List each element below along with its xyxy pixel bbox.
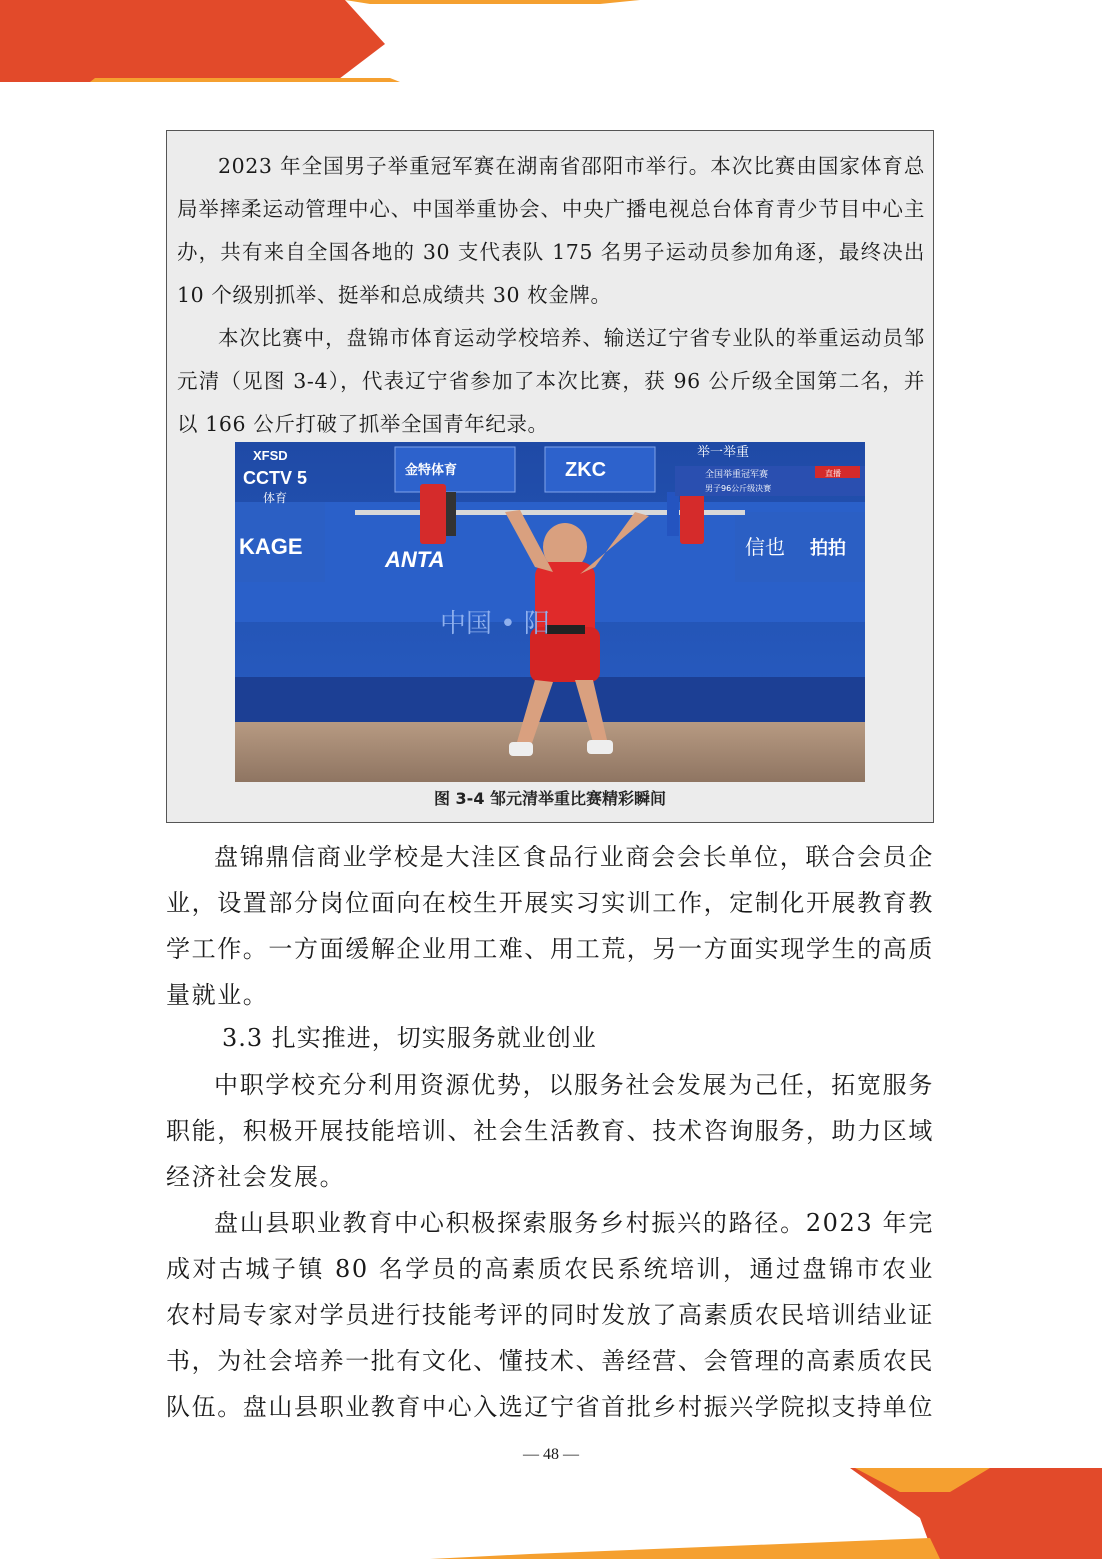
page-number: — 48 — xyxy=(523,1446,579,1463)
photo-banner-center: 中国 • 阳 xyxy=(440,609,550,639)
header-decoration xyxy=(0,0,660,82)
photo-overlay-sub: 男子96公斤级决赛 xyxy=(705,484,772,493)
photo-overlay-top: 举一举重 xyxy=(697,445,750,460)
photo-cctv-sub: 体育 xyxy=(263,491,288,505)
photo-sponsor-4: KAGE xyxy=(239,534,303,559)
case-paragraph-2: 本次比赛中，盘锦市体育运动学校培养、输送辽宁省专业队的举重运动员邹元清（见图 3-4），代表辽宁省参加了本次比赛，获 96 公斤级全国第二名，并以 166 公斤打破了抓举全国青年纪录。 xyxy=(177,326,925,436)
footer-decoration xyxy=(430,1468,1102,1559)
photo-overlay-title: 全国举重冠军赛 xyxy=(705,470,769,480)
photo-sponsor-3: ANTA xyxy=(385,547,445,572)
photo-broadcaster-top: XFSD xyxy=(253,448,288,463)
body-paragraph-2: 中职学校充分利用资源优势，以服务社会发展为己任，拓宽服务职能，积极开展技能培训、社会生活教育、技术咨询服务，助力区域经济社会发展。 xyxy=(166,1071,934,1191)
weightlifting-photo xyxy=(235,442,865,782)
case-paragraph-1: 2023 年全国男子举重冠军赛在湖南省邵阳市举行。本次比赛由国家体育总局举摔柔运动管理中心、中国举重协会、中央广播电视总台体育青少节目中心主办，共有来自全国各地的 30 支代表队 175 名男子运动员参加角逐，最终决出 10 个级别抓举、挺举和总成绩共 30 枚金牌。 xyxy=(177,154,925,307)
figure-caption: 图 3-4 邹元清举重比赛精彩瞬间 xyxy=(433,789,667,808)
photo-sponsor-1: 金特体育 xyxy=(405,463,458,478)
photo-overlay-live: 直播 xyxy=(825,469,841,478)
body-paragraph-3: 盘山县职业教育中心积极探索服务乡村振兴的路径。2023 年完成对古城子镇 80 名学员的高素质农民系统培训，通过盘锦市农业农村局专家对学员进行技能考评的同时发放了高素质农民培训结业证书，为社会培养一批有文化、懂技术、善经营、会管理的高素质农民队伍。盘山县职业教育中心入选辽宁省首批乡村振兴学院拟支持单位 xyxy=(166,1209,934,1421)
section-heading: 3.3 扎实推进，切实服务就业创业 xyxy=(222,1024,597,1052)
photo-cctv-logo: CCTV 5 xyxy=(243,468,308,488)
photo-sponsor-2: ZKC xyxy=(565,459,607,481)
photo-sponsor-5: 信也 xyxy=(745,535,785,559)
photo-sponsor-6: 拍拍 xyxy=(810,538,846,559)
case-study-box xyxy=(166,130,934,823)
body-paragraph-1: 盘锦鼎信商业学校是大洼区食品行业商会会长单位，联合会员企业，设置部分岗位面向在校生开展实习实训工作，定制化开展教育教学工作。一方面缓解企业用工难、用工荒，另一方面实现学生的高质量就业。 xyxy=(166,843,934,1009)
